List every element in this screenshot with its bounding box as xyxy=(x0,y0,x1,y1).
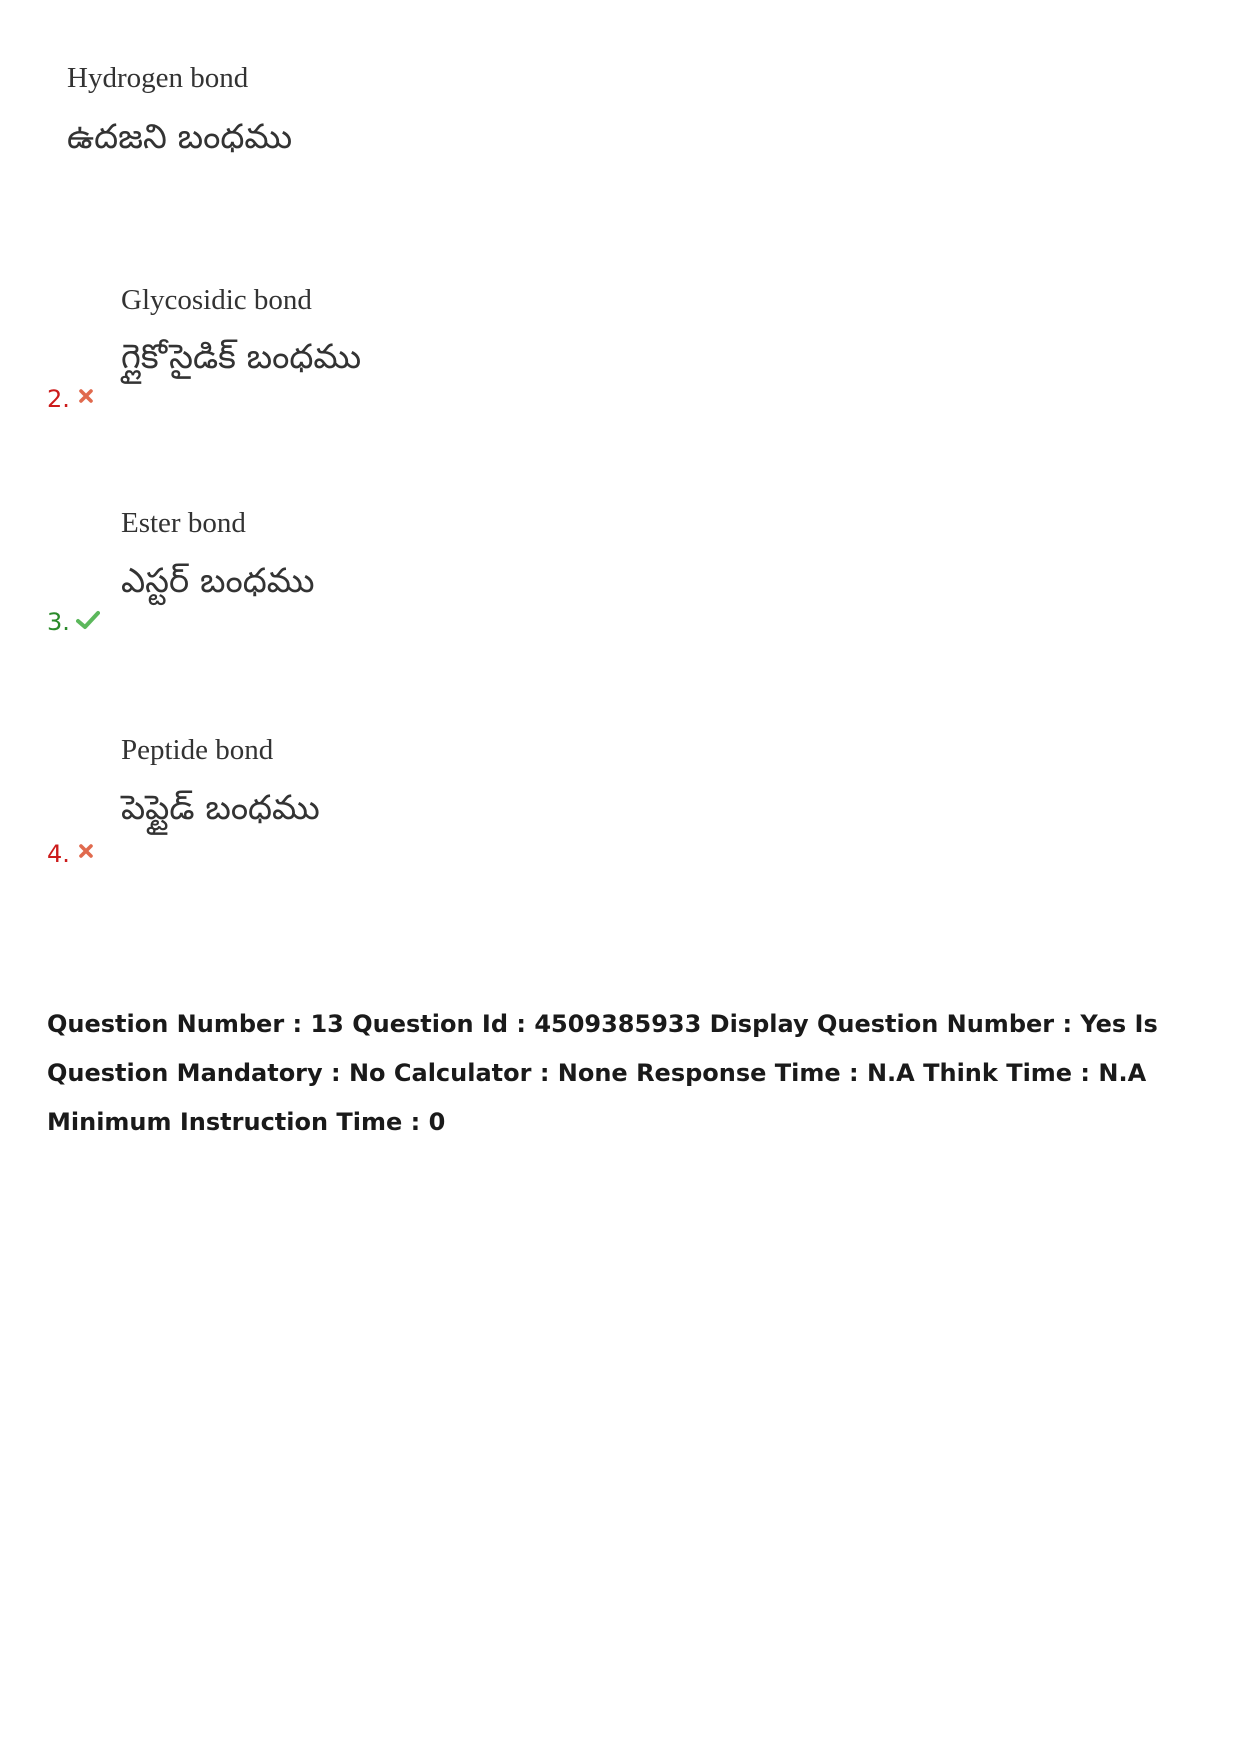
option-4-telugu: పెప్టైడ్ బంధము xyxy=(121,788,320,828)
option-3-telugu: ఎస్టర్ బంధము xyxy=(121,561,315,601)
option-4-number: 4. xyxy=(47,840,70,868)
option-1-telugu: ఉదజని బంధము xyxy=(67,117,293,157)
question-metadata: Question Number : 13 Question Id : 4509385933 Display Question Number : Yes Is Question Mandatory : No Calculator : None Response Time : N.A Think Time : N.A Minimum Instruction Time : 0 xyxy=(47,1010,1158,1136)
option-2-number: 2. xyxy=(47,385,70,413)
option-3-english: Ester bond xyxy=(121,507,246,539)
cross-icon xyxy=(78,388,94,408)
option-4-english: Peptide bond xyxy=(121,734,274,766)
cross-icon xyxy=(78,843,94,863)
check-icon xyxy=(76,610,100,634)
option-1-english: Hydrogen bond xyxy=(67,62,249,94)
option-2-telugu: గ్లైకోసైడిక్ బంధము xyxy=(121,337,362,377)
option-2-english: Glycosidic bond xyxy=(121,284,312,316)
option-3-number: 3. xyxy=(47,608,70,636)
